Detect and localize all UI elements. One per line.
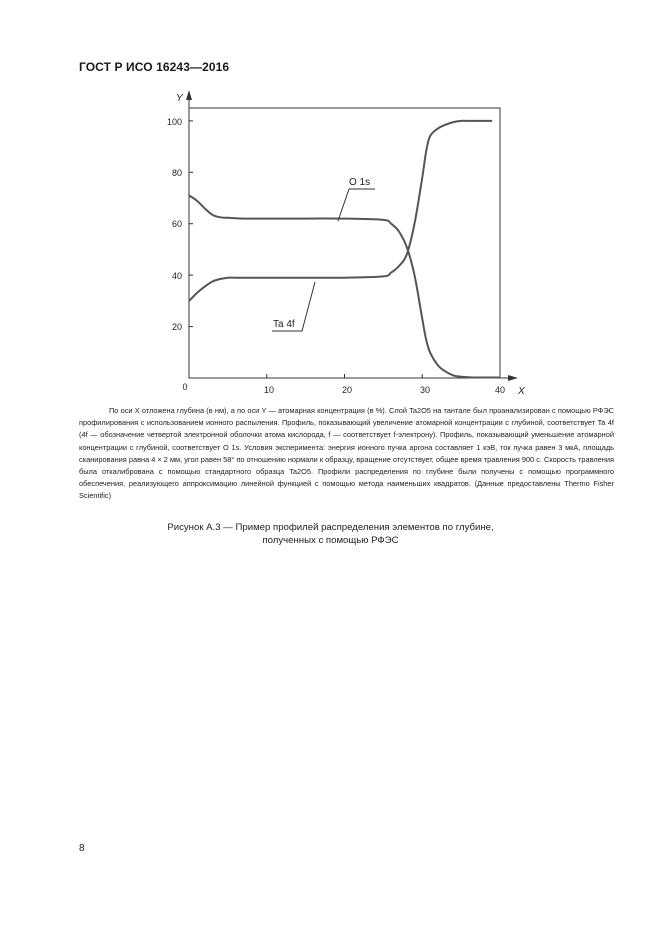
series-line-o1s — [189, 195, 500, 377]
figure-note-text: По оси X отложена глубина (в нм), а по оси Y — атомарная концентрация (в %). Слой Ta2O5 на тантале был проанализирован с помощью РФЭС профилирования с использованием ионного распыления. Профиль, показывающий увеличение атомарной концентрации с глубиной, соответствует Ta 4f (4f — обозначение четвертой электронной оболочки атома кислорода, f — соответствует f-электрону). Профиль, показывающий уменьшение атомарной концентрации с глубиной, соответствует O 1s. Условия эксперимента: энергия ионного пучка аргона составляет 1 кэВ, ток пучка равен 3 мкА, площадь сканирования равна 4 × 2 мм, угол равен 58° по отношению нормали к образцу, вращение отсутствует, общее время травления 900 с. Скорость травления была откалибрована с помощью стандартного образца Ta2O5. Профили распределения по глубине были получены с помощью программного обеспечения, реализующего аппроксимацию линейной функцией с помощью метода наименьших квадратов. (Данные предоставлены Thermo Fisher Scientific) — [79, 406, 614, 501]
figure-note — [79, 405, 614, 503]
series-line-ta4f — [189, 121, 492, 301]
series-label-ta4f: Ta 4f — [273, 319, 295, 330]
series-label-o1s: O 1s — [349, 177, 371, 188]
y-tick-label-80: 80 — [171, 168, 182, 178]
page-number: 8 — [79, 843, 85, 854]
leader-line-o1s — [338, 189, 375, 221]
x-tick-marks — [267, 374, 423, 378]
x-tick-label-30: 30 — [419, 385, 431, 395]
x-axis-arrowhead — [508, 375, 518, 381]
depth-profile-chart — [0, 0, 661, 400]
y-tick-label-100: 100 — [166, 117, 182, 127]
figure-caption-line-1: Рисунок А.3 — Пример профилей распределения элементов по глубине, — [167, 522, 494, 533]
x-axis-label: X — [518, 386, 525, 397]
y-tick-label-40: 40 — [171, 271, 182, 281]
plot-frame — [189, 108, 500, 378]
x-tick-label-20: 20 — [341, 385, 353, 395]
x-tick-label-40: 40 — [494, 385, 506, 395]
y-axis-label: Y — [176, 93, 183, 104]
x-tick-label-10: 10 — [263, 385, 275, 395]
y-axis-arrowhead — [186, 90, 192, 100]
figure-caption — [79, 521, 582, 548]
y-tick-label-20: 20 — [171, 322, 182, 332]
figure-caption-line-2: полученных с помощью РФЭС — [262, 535, 399, 547]
y-tick-label-60: 60 — [171, 219, 182, 229]
document-header: ГОСТ Р ИСО 16243—2016 — [79, 60, 230, 74]
x-tick-label-0: 0 — [182, 382, 188, 392]
y-tick-marks — [189, 121, 193, 327]
